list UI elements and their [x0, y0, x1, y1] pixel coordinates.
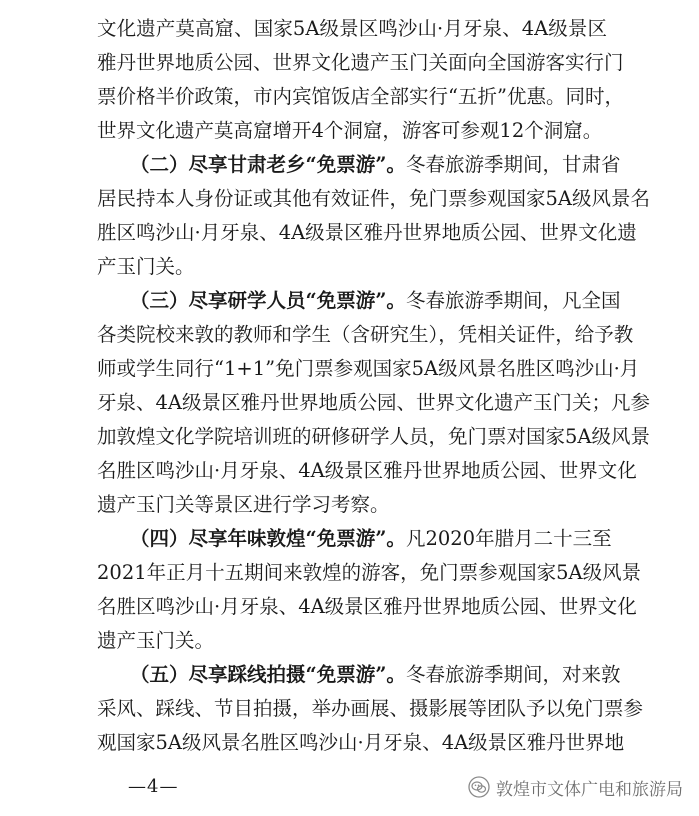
line-text: 名胜区鸣沙山·月牙泉、4A级景区雅丹世界地质公园、世界文化	[97, 459, 637, 482]
text-line-1	[97, 15, 607, 42]
section-three-heading-line	[130, 287, 621, 314]
line-text: 名胜区鸣沙山·月牙泉、4A级景区雅丹世界地质公园、世界文化	[97, 595, 637, 618]
text-line-17	[97, 559, 642, 586]
text-line-13	[97, 423, 650, 450]
line-text: 各类院校来敦的教师和学生（含研究生），凭相关证件，给予教	[97, 323, 634, 346]
text-line-2	[97, 49, 624, 76]
line-text: 加敦煌文化学院培训班的研修研学人员，免门票对国家5A级风景	[97, 425, 650, 448]
section-five-heading: （五）尽享踩线拍摄“免票游”。	[130, 663, 406, 686]
line-text: 冬春旅游季期间，对来敦	[405, 663, 621, 686]
watermark-text: 敦煌市文体广电和旅游局	[496, 779, 683, 800]
line-text: 居民持本人身份证或其他有效证件，免门票参观国家5A级风景名	[97, 187, 650, 210]
section-two-heading: （二）尽享甘肃老乡“免票游”。	[130, 153, 406, 176]
text-line-11	[97, 355, 640, 382]
line-text: 牙泉、4A级景区雅丹世界地质公园、世界文化遗产玉门关；凡参	[97, 391, 650, 414]
line-text: 胜区鸣沙山·月牙泉、4A级景区雅丹世界地质公园、世界文化遗	[97, 221, 637, 244]
line-text: 凡2020年腊月二十三至	[405, 527, 612, 550]
section-four-heading-line	[130, 525, 612, 552]
line-text: 产玉门关。	[97, 255, 195, 278]
text-line-19	[97, 627, 607, 654]
line-text: 世界文化遗产莫高窟增开4个洞窟，游客可参观12个洞窟。	[97, 119, 603, 142]
line-text: 观国家5A级风景名胜区鸣沙山·月牙泉、4A级景区雅丹世界地	[97, 731, 625, 754]
page-number: —4—	[128, 776, 179, 797]
line-text: 遗产玉门关等景区进行学习考察。	[97, 493, 390, 516]
line-text: 票价格半价政策，市内宾馆饭店全部实行“五折”优惠。同时，	[97, 85, 624, 108]
text-line-10	[97, 321, 634, 348]
wechat-icon	[468, 776, 490, 798]
account-watermark	[468, 774, 683, 800]
section-two-heading-line	[130, 151, 621, 178]
line-text: 冬春旅游季期间，甘肃省	[405, 153, 621, 176]
text-line-14	[97, 457, 637, 484]
section-three-heading: （三）尽享研学人员“免票游”。	[130, 289, 406, 312]
line-text: 雅丹世界地质公园、世界文化遗产玉门关面向全国游客实行门	[97, 51, 624, 74]
text-line-7	[97, 219, 637, 246]
text-line-15	[97, 491, 607, 518]
line-text: 2021年正月十五期间来敦煌的游客，免门票参观国家5A级风景	[97, 561, 642, 584]
section-five-heading-line	[130, 661, 621, 688]
text-line-4	[97, 117, 607, 144]
line-text: 文化遗产莫高窟、国家5A级景区鸣沙山·月牙泉、4A级景区	[97, 17, 607, 40]
text-line-18	[97, 593, 637, 620]
text-line-3	[97, 83, 624, 110]
line-text: 遗产玉门关。	[97, 629, 215, 652]
line-text: 采风、踩线、节目拍摄，举办画展、摄影展等团队予以免门票参	[97, 697, 644, 720]
text-line-12	[97, 389, 650, 416]
text-line-22	[97, 729, 625, 756]
line-text: 冬春旅游季期间，凡全国	[405, 289, 621, 312]
text-line-21	[97, 695, 644, 722]
section-four-heading: （四）尽享年味敦煌“免票游”。	[130, 527, 406, 550]
text-line-8	[97, 253, 607, 280]
line-text: 师或学生同行“1+1”免门票参观国家5A级风景名胜区鸣沙山·月	[97, 357, 640, 380]
text-line-6	[97, 185, 650, 212]
